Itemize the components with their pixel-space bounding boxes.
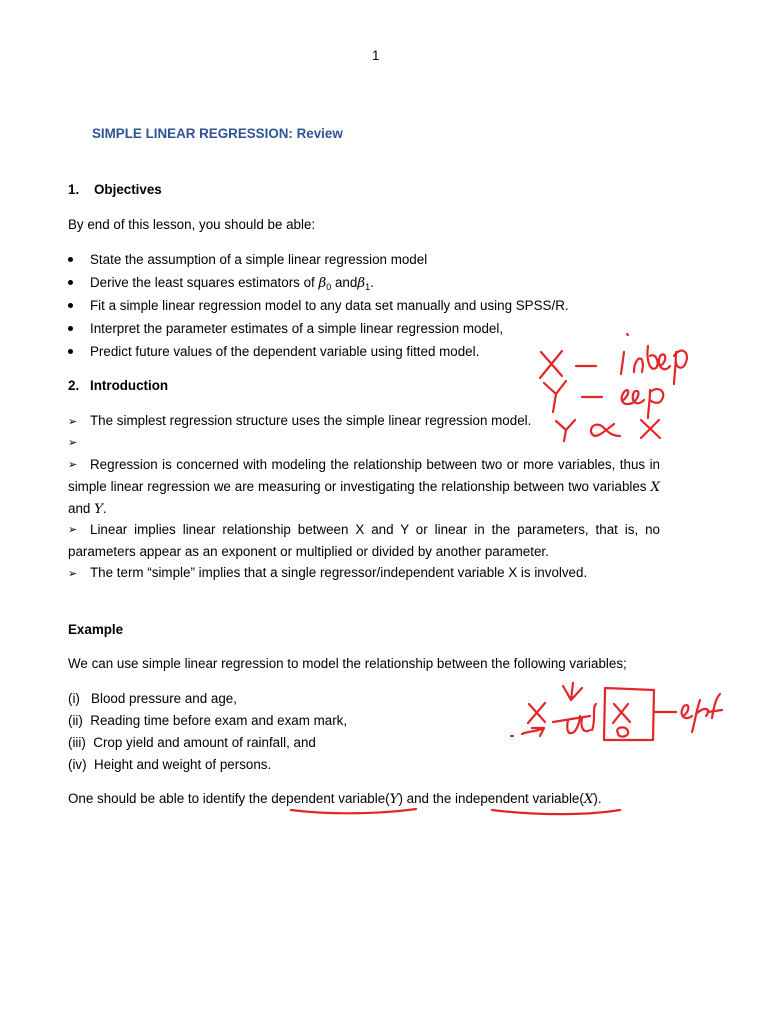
list-item: (iv) Height and weight of persons. [68,757,272,772]
list-item: Predict future values of the dependent variable using fitted model. [90,344,480,359]
section1-heading: Objectives [94,182,162,197]
intro-item-1: The simplest regression structure uses the simple linear regression model. [90,413,532,428]
handwritten-y-prop-x-note [556,420,660,441]
bullet-icon [68,257,73,262]
arrow-bullet-icon: ➢ [68,459,78,471]
handwritten-x-indep-note [540,334,687,384]
page-number: 1 [372,48,380,63]
section2-heading: Introduction [90,378,169,393]
section2-number: 2. [68,378,80,393]
document-title: SIMPLE LINEAR REGRESSION: Review [92,126,343,141]
closing-sentence: One should be able to identify the dependent variable(Y) and the independent variable(X). [68,791,602,807]
underline-independent-variable [492,810,620,814]
arrow-bullet-icon: ➢ [68,437,78,449]
arrow-bullet-icon: ➢ [68,524,78,536]
underline-dependent-variable [291,809,416,813]
list-item: (ii) Reading time before exam and exam mark, [68,713,348,728]
list-item: Derive the least squares estimators of $\beta_0$ andβ$_1$. [90,275,374,292]
bullet-icon [68,349,73,354]
objectives-intro: By end of this lesson, you should be able: [68,217,316,232]
list-item: (i) Blood pressure and age, [68,691,237,706]
bullet-icon [68,326,73,331]
list-item: (iii) Crop yield and amount of rainfall, and [68,735,316,750]
arrow-bullet-icon: ➢ [68,416,78,428]
intro-item-3: Regression is concerned with modeling the relationship between two or more variables, thus in simple linear regression we are measuring or investigating the relationship between two variables X and Y. [68,457,660,518]
handwritten-y-dep-note [544,381,663,418]
intro-item-5: The term “simple” implies that a single regressor/independent variable X is involved. [90,565,588,580]
intro-item-4: Linear implies linear relationship between X and Y or linear in the parameters, that is, no parameters appear as an exponent or multiplied or divided by another parameter. [68,522,660,559]
bullet-icon [68,280,73,285]
bullet-icon [68,303,73,308]
handwritten-example-note [511,683,722,740]
example-intro: We can use simple linear regression to model the relationship between the following variables; [68,656,627,671]
list-item: Interpret the parameter estimates of a simple linear regression model, [90,321,504,336]
example-heading: Example [68,622,124,637]
arrow-bullet-icon: ➢ [68,568,78,580]
list-item: Fit a simple linear regression model to any data set manually and using SPSS/R. [90,298,569,313]
list-item: State the assumption of a simple linear regression model [90,252,428,267]
section1-number: 1. [68,182,80,197]
